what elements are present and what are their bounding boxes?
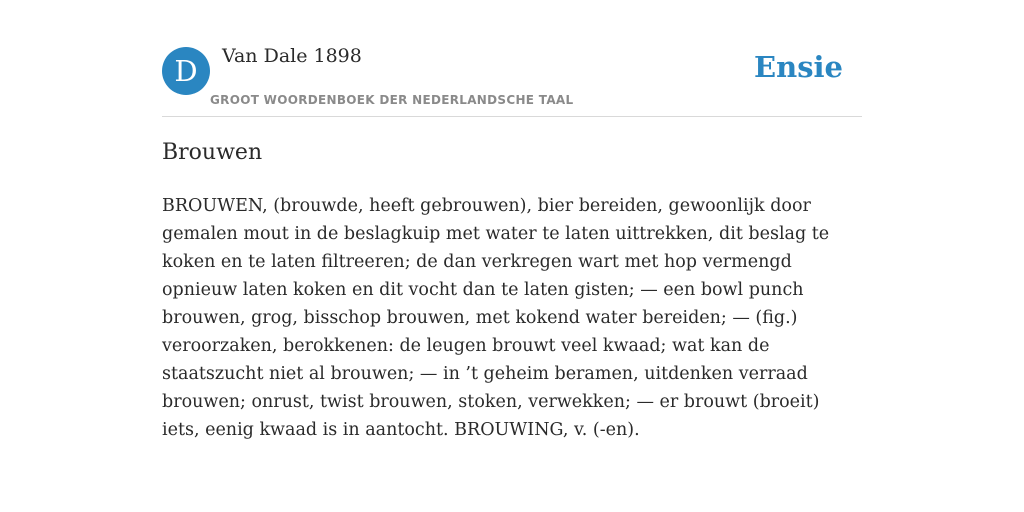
source-title[interactable]: Van Dale 1898 bbox=[222, 45, 362, 67]
brand-logo[interactable]: Ensie bbox=[754, 50, 843, 84]
source-avatar: D bbox=[162, 47, 210, 95]
entry-headword: Brouwen bbox=[162, 140, 263, 165]
dictionary-page bbox=[162, 0, 862, 512]
source-header bbox=[162, 0, 862, 117]
source-subtitle: GROOT WOORDENBOEK DER NEDERLANDSCHE TAAL bbox=[210, 93, 574, 107]
entry-definition: BROUWEN, (brouwde, heeft gebrouwen), bier bereiden, gewoonlijk door gemalen mout in de beslagkuip met water te laten uittrekken, dit beslag te koken en te laten filtreeren; de dan verkregen wart met hop vermengd opnieuw laten koken en dit vocht dan te laten gisten; — een bowl punch brouwen, grog, bisschop brouwen, met kokend water bereiden; — (fig.) veroorzaken, berokkenen: de leugen brouwt veel kwaad; wat kan de staatszucht niet al brouwen; — in ’t geheim beramen, uitdenken verraad brouwen; onrust, twist brouwen, stoken, verwekken; — er brouwt (broeit) iets, eenig kwaad is in aantocht. BROUWING, v. (-en). bbox=[162, 196, 830, 440]
